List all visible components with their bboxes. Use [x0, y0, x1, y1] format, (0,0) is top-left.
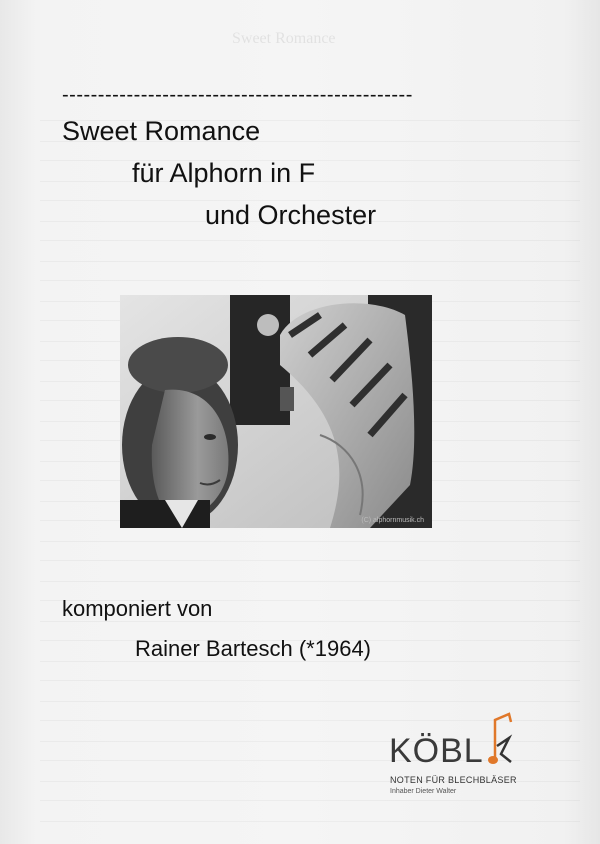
- bleed-through-title: Sweet Romance: [232, 30, 336, 47]
- composer-label: komponiert von: [62, 596, 213, 621]
- photo-credit: (C) alphornmusik.ch: [361, 517, 424, 524]
- composer-name: Rainer Bartesch (*1964): [135, 636, 372, 661]
- title-line-2: für Alphorn in F: [132, 158, 316, 188]
- title-line-3: und Orchester: [205, 200, 377, 230]
- publisher-logo: [389, 710, 529, 805]
- music-note-icon: [487, 710, 521, 768]
- publisher-owner: Inhaber Dieter Walter: [390, 788, 457, 795]
- composer-photo: [120, 295, 432, 528]
- publisher-name: KÖBL: [389, 732, 484, 770]
- title-line-1: Sweet Romance: [62, 116, 261, 146]
- dashed-rule: -------------------------------------------------: [62, 84, 413, 106]
- publisher-tagline: NOTEN FÜR BLECHBLÄSER: [390, 775, 517, 785]
